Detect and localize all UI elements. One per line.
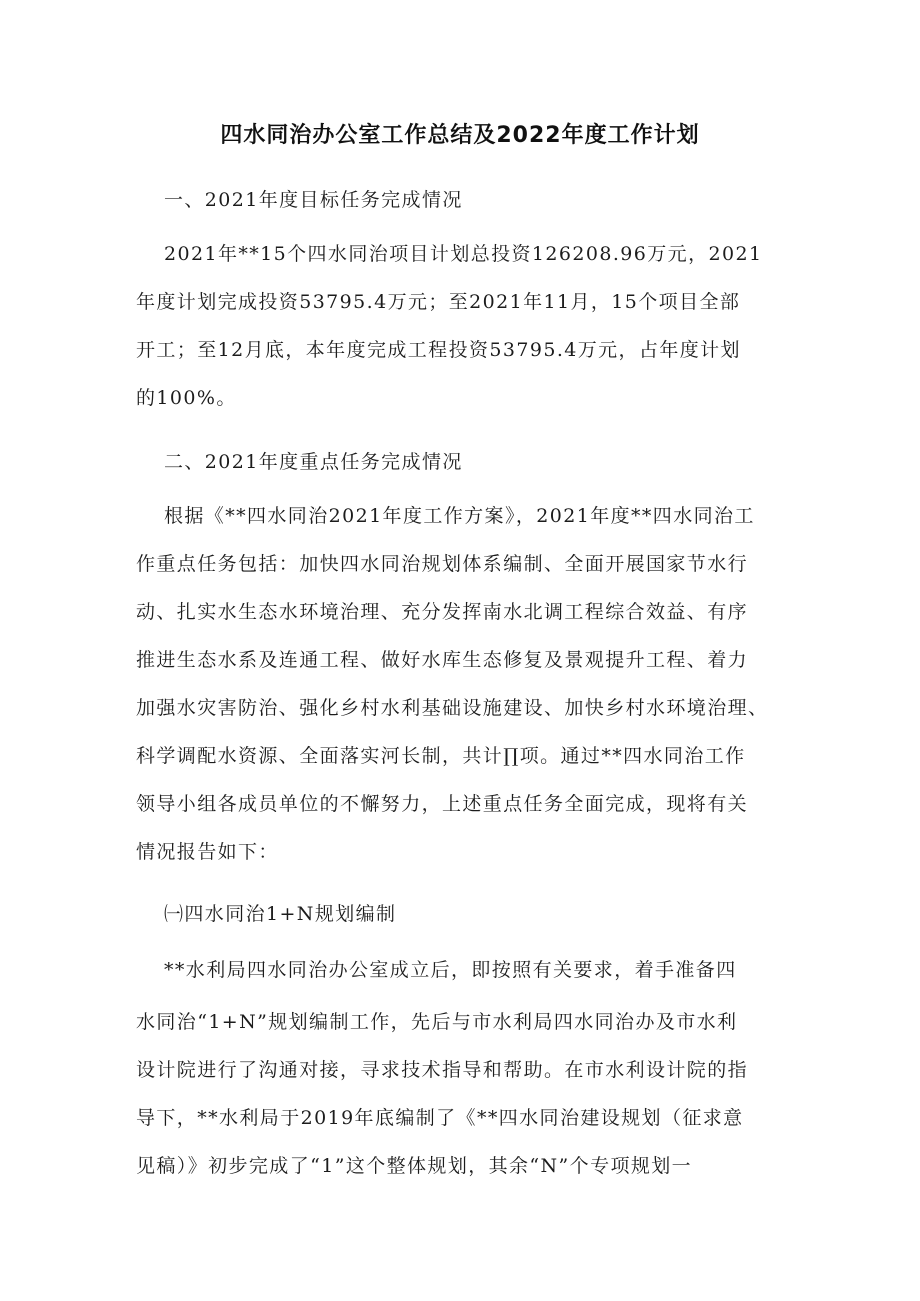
paragraph-line: 见稿）》初步完成了“1”这个整体规划，其余“N”个专项规划一 [136,1155,693,1177]
paragraph-line: 设计院进行了沟通对接，寻求技术指导和帮助。在市水利设计院的指 [136,1059,749,1081]
paragraph-line: 动、扎实水生态水环境治理、充分发挥南水北调工程综合效益、有序 [136,601,749,623]
paragraph-line: 加强水灾害防治、强化乡村水利基础设施建设、加快乡村水环境治理、 [136,697,769,719]
document-title: 四水同治办公室工作总结及2022年度工作计划 [220,123,700,148]
section-heading-2: 二、2021年度重点任务完成情况 [164,451,463,473]
section-heading-1: 一、2021年度目标任务完成情况 [164,189,463,211]
paragraph-line: 领导小组各成员单位的不懈努力，上述重点任务全面完成，现将有关 [136,793,749,815]
paragraph-line: 2021年**15个四水同治项目计划总投资126208.96万元，2021 [164,243,763,265]
paragraph-line: 根据《**四水同治2021年度工作方案》，2021年度**四水同治工 [164,505,755,527]
paragraph-line: 的100%。 [136,387,237,409]
paragraph-line: 推进生态水系及连通工程、做好水库生态修复及景观提升工程、着力 [136,649,749,671]
paragraph-line: 情况报告如下： [136,841,279,863]
paragraph-line: 水同治“1+N”规划编制工作，先后与市水利局四水同治办及市水利 [136,1011,738,1033]
paragraph-line: 作重点任务包括：加快四水同治规划体系编制、全面开展国家节水行 [136,553,749,575]
paragraph-line: **水利局四水同治办公室成立后，即按照有关要求，着手准备四 [164,959,737,981]
paragraph-line: 开工；至12月底，本年度完成工程投资53795.4万元，占年度计划 [136,339,741,361]
paragraph-line: 导下，**水利局于2019年底编制了《**四水同治建设规划（征求意 [136,1107,744,1129]
paragraph-line: 年度计划完成投资53795.4万元；至2021年11月，15个项目全部 [136,291,741,313]
paragraph-line: 科学调配水资源、全面落实河长制，共计∏项。通过**四水同治工作 [136,745,746,767]
subsection-heading: ㈠四水同治1+N规划编制 [164,903,397,925]
